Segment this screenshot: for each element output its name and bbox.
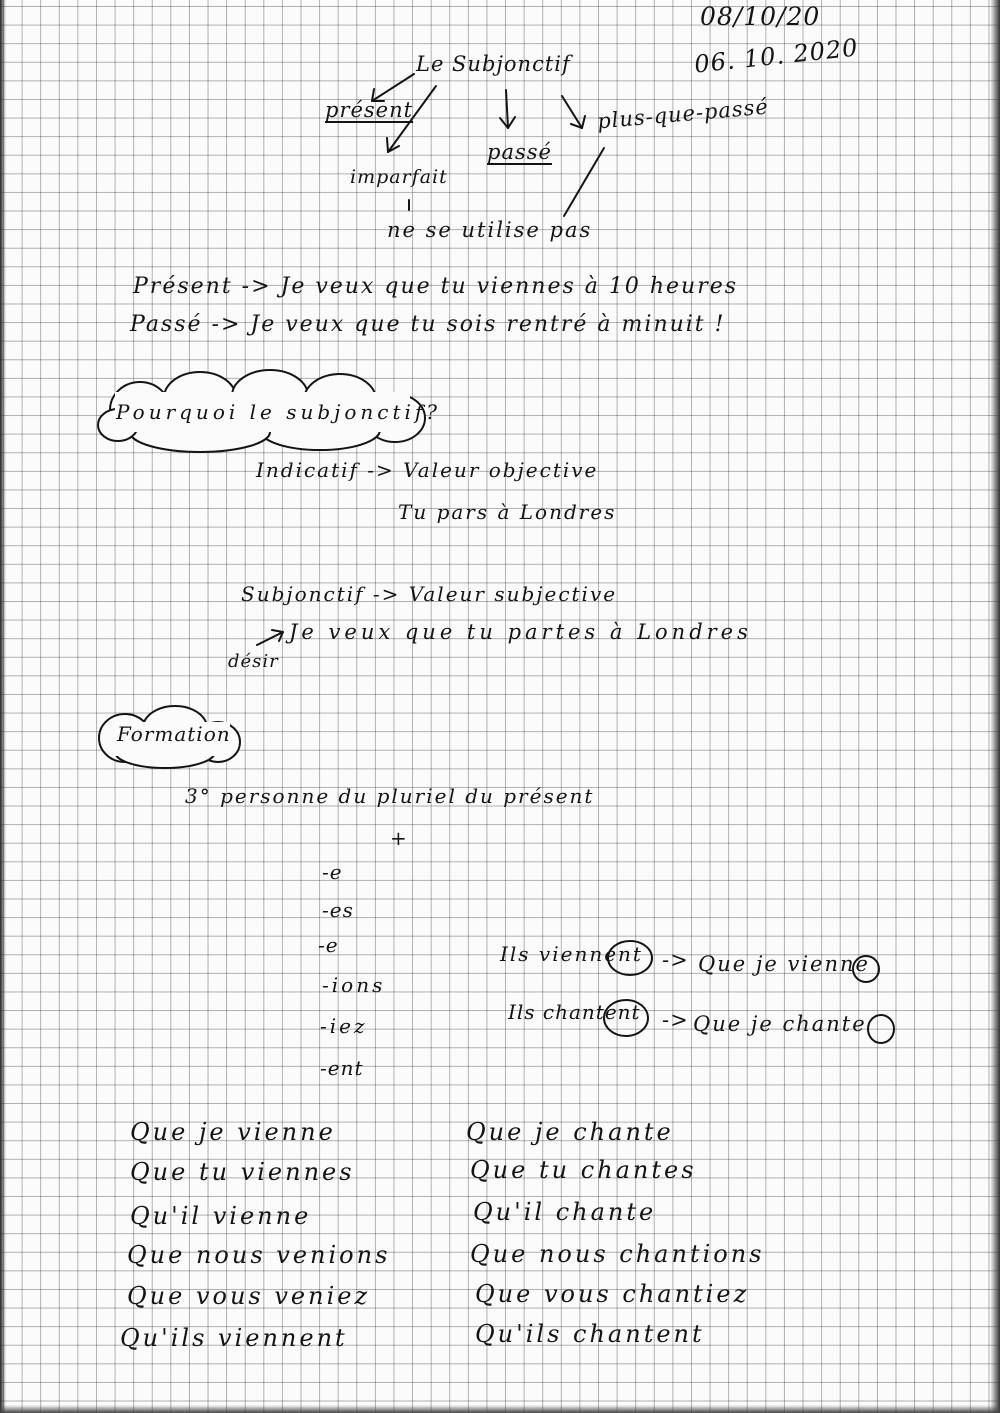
venir-row-2: Que tu viennes [130, 1158, 355, 1186]
date-top: 08/10/20 [700, 2, 821, 31]
derive2-right: Que je chante [693, 1012, 867, 1036]
ending-5: -iez [320, 1014, 368, 1038]
chanter-row-1: Que je chante [466, 1118, 674, 1146]
formation-rule: 3° personne du pluriel du présent [185, 784, 595, 808]
diagram-plus-que-passe: plus-que-passé [596, 94, 770, 134]
chanter-row-4: Que nous chantions [470, 1240, 765, 1268]
ending-4: -ions [322, 973, 386, 997]
diagram-title: Le Subjonctif [416, 52, 571, 76]
desir-arrow [257, 630, 283, 645]
venir-row-1: Que je vienne [130, 1118, 336, 1146]
ending-6: -ent [320, 1056, 364, 1080]
ending-3: -e [318, 933, 339, 957]
subjonctif-example: Je veux que tu partes à Londres [289, 620, 752, 644]
indicatif-line: Indicatif -> Valeur objective [256, 458, 599, 482]
chanter-row-2: Que tu chantes [470, 1156, 697, 1184]
diagram-note: ne se utilise pas [387, 218, 593, 242]
formation-plus: + [390, 826, 408, 850]
chanter-row-3: Qu'il chante [473, 1198, 657, 1226]
subjonctif-line: Subjonctif -> Valeur subjective [241, 582, 618, 606]
derive1-left: Ils viennent [500, 942, 643, 966]
indicatif-example: Tu pars à Londres [398, 500, 617, 524]
derive2-arrow: -> [662, 1008, 689, 1032]
derive1-right: Que je vienne [698, 952, 870, 976]
example-passe: Passé -> Je veux que tu sois rentré à minuit ! [130, 312, 726, 337]
desir-label: désir [228, 651, 279, 672]
diagram-passe: passé [487, 140, 552, 164]
diagram-present: présent [325, 98, 414, 122]
derive1-arrow: -> [662, 948, 689, 972]
formation-heading: Formation [117, 722, 231, 746]
chanter-row-5: Que vous chantiez [475, 1280, 750, 1308]
venir-row-4: Que nous venions [127, 1241, 391, 1269]
diagram-imparfait: imparfait [350, 166, 448, 188]
example-present: Présent -> Je veux que tu viennes à 10 heures [133, 274, 739, 299]
venir-row-5: Que vous veniez [127, 1282, 371, 1310]
venir-row-3: Qu'il vienne [130, 1202, 312, 1230]
pourquoi-heading: Pourquoi le subjonctif? [116, 400, 442, 424]
ending-1: -e [322, 860, 343, 884]
derive2-left: Ils chantent [508, 1000, 641, 1024]
date-main: 06. 10. 2020 [692, 33, 860, 79]
chanter-row-6: Qu'ils chantent [475, 1320, 705, 1348]
ending-2: -es [322, 898, 354, 922]
venir-row-6: Qu'ils viennent [120, 1324, 348, 1352]
